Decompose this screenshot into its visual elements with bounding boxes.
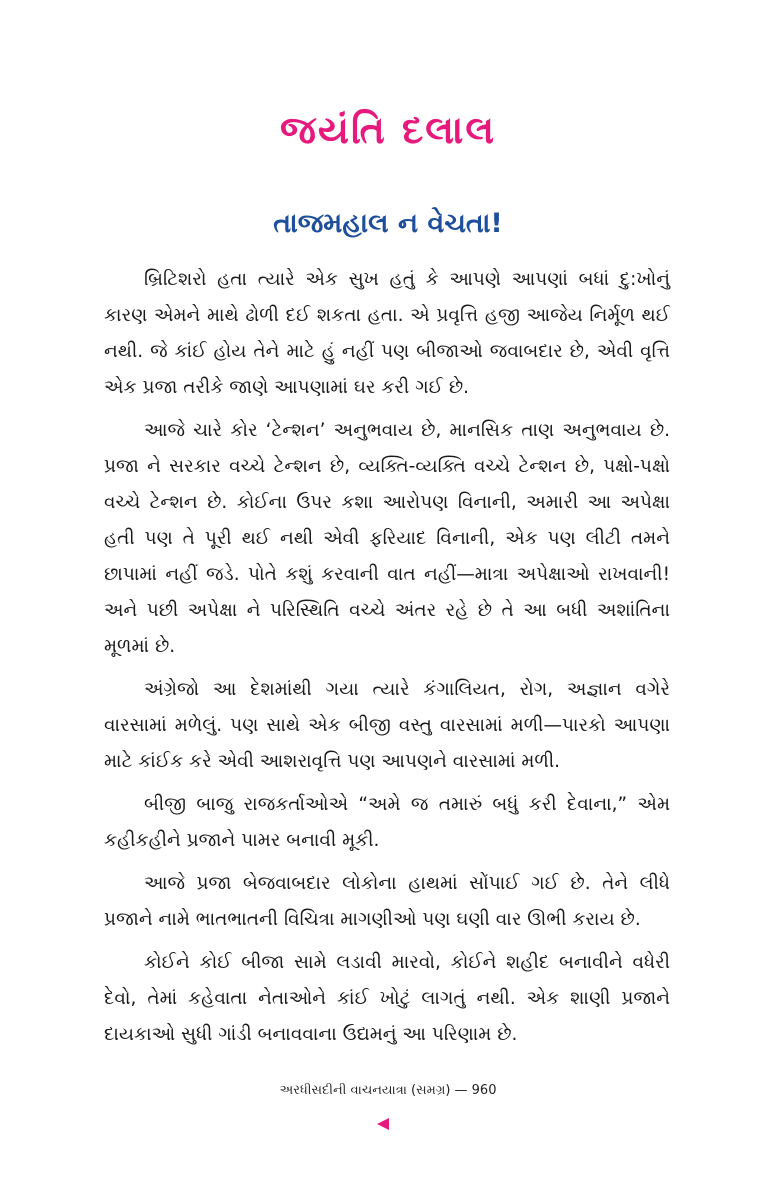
page-footer: અરધીસદીની વાચનયાત્રા (સમગ્ર) — 960: [279, 1083, 497, 1098]
article-body: [104, 262, 670, 1060]
paragraph: બીજી બાજુ રાજકર્તાઓએ “અમે જ તમારું બધું કરી દેવાના,” એમ કહીકહીને પ્રજાને પામર બનાવી મૂકી.: [104, 794, 670, 851]
author-name: જયંતિ દલાલ: [279, 108, 497, 152]
previous-page-arrow-icon[interactable]: [377, 1118, 389, 1130]
paragraph: કોઈને કોઈ બીજા સામે લડાવી મારવો, કોઈને શહીદ બનાવીને વધેરી દેવો, તેમાં કહેવાતા નેતાઓને કાંઈ ખોટું લાગતું નથી. એક શાણી પ્રજાને દાયકાઓ સુધી ગાંડી બનાવવાના ઉદ્યમનું આ પરિણામ છે.: [104, 952, 670, 1045]
article-title: તાજમહાલ ન વેચતા!: [273, 208, 503, 239]
paragraph: અંગ્રેજો આ દેશમાંથી ગયા ત્યારે કંગાલિયત, રોગ, અજ્ઞાન વગેરે વારસામાં મળેલું. પણ સાથે એક બીજી વસ્તુ વારસામાં મળી—પારકો આપણા માટે કાંઈક કરે એવી આશરાવૃત્તિ પણ આપણને વારસામાં મળી.: [104, 679, 670, 772]
paragraph: બ્રિટિશરો હતા ત્યારે એક સુખ હતું કે આપણે આપણાં બધાં દુ:ખોનું કારણ એમને માથે ઢોળી દઈ શકતા હતા. એ પ્રવૃત્તિ હજી આજેય નિર્મૂળ થઈ નથી. જે કાંઈ હોય તેને માટે હું નહીં પણ બીજાઓ જવાબદાર છે, એવી વૃત્તિ એક પ્રજા તરીકે જાણે આપણામાં ઘર કરી ગઈ છે.: [104, 269, 670, 398]
paragraph: આજે ચારે કોર ‘ટેન્શન’ અનુભવાય છે, માનસિક તાણ અનુભવાય છે. પ્રજા ને સરકાર વચ્ચે ટેન્શન છે, વ્યક્તિ-વ્યક્તિ વચ્ચે ટેન્શન છે, પક્ષો-પક્ષો વચ્ચે ટેન્શન છે. કોઈના ઉપર કશા આરોપણ વિનાની, અમારી આ અપેક્ષા હતી પણ તે પૂરી થઈ નથી એવી ફરિયાદ વિનાની, એક પણ લીટી તમને છાપામાં નહીં જડે. પોતે કશું કરવાની વાત નહીં—માત્રા અપેક્ષાઓ રાખવાની! અને પછી અપેક્ષા ને પરિસ્થિતિ વચ્ચે અંતર રહે છે તે આ બધી અશાંતિના મૂળમાં છે.: [104, 420, 670, 657]
paragraph: આજે પ્રજા બેજવાબદાર લોકોના હાથમાં સોંપાઈ ગઈ છે. તેને લીધે પ્રજાને નામે ભાતભાતની વિચિત્રા માગણીઓ પણ ઘણી વાર ઊભી કરાય છે.: [104, 873, 670, 930]
